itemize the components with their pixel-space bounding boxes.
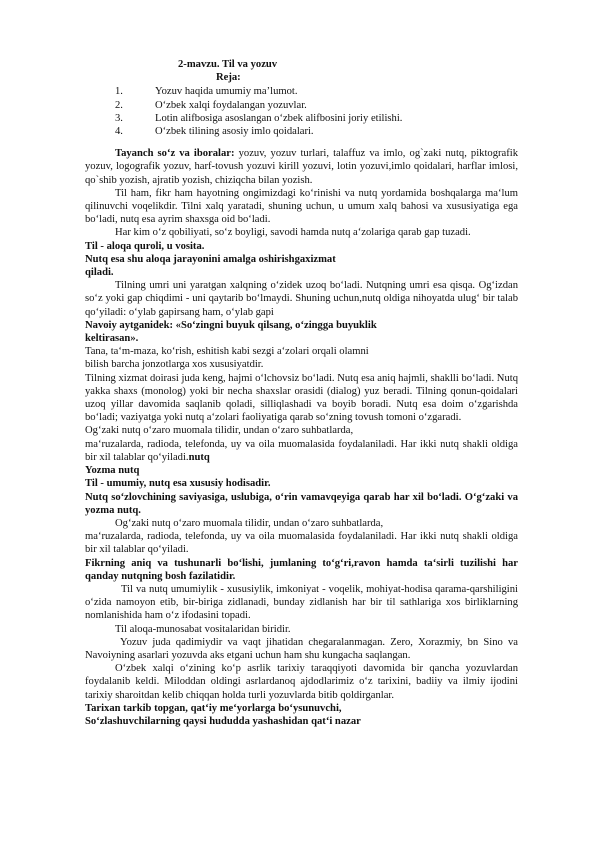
paragraph: ma‘ruzalarda, radioda, telefonda, uy va oila muomalasida foydalaniladi. Har ikki nutq shakli oldiga bir xil talablar qo‘yiladi. [85, 531, 518, 556]
paragraph: Til aloqa-munosabat vositalaridan biridir. [115, 623, 291, 635]
bold-statement: Nutq esa shu aloqa jarayonini amalga oshirishgaxizmat [85, 253, 336, 265]
paragraph: Tana, ta‘m-maza, ko‘rish, eshitish kabi sezgi a‘zolari orqali olamni [85, 346, 369, 358]
bold-statement: qiladi. [85, 267, 114, 279]
paragraph: bilish barcha jonzotlarga xos xususiyatdir. [85, 359, 264, 371]
paragraph: Og‘zaki nutq o‘zaro muomala tilidir, undan o‘zaro suhbatlarda, [115, 517, 384, 529]
paragraph: O‘zbek xalqi o‘zining ko‘p asrlik tarixiy taraqqiyoti davomida bir qancha yozuvlardan foydalanib keldi. Miloddan oldingi asrlardanoq ajdodlarimiz o‘z tarixini, badiiy va ilmiy ijodini tarixiy sharoitdan kelib chiqqan holda turli yozuvlarda bitib qoldirganlar. [85, 663, 518, 701]
paragraph: Og‘zaki nutq o‘zaro muomala tilidir, undan o‘zaro suhbatlarda, [85, 425, 354, 437]
bold-statement: So‘zlashuvchilarning qaysi hududda yashashidan qat‘i nazar [85, 715, 361, 727]
plan-item: 2. O‘zbek xalqi foydalangan yozuvlar. [115, 99, 307, 111]
document-title: 2-mavzu. Til va yozuv [178, 59, 278, 70]
keywords-paragraph: Tayanch so‘z va iboralar: yozuv, yozuv turlari, talaffuz va imlo, og`zaki nutq, piktografik yozuv, logografik yozuv, harf-tovush yozuvi kirill yozuvi, lotin yozuvi,imlo qoidalari, harflar imlosi, qo`shib yozish, ajratib yozish, chiziqcha bilan yozish. [85, 148, 518, 186]
bold-statement: Yozma nutq [85, 465, 140, 477]
bold-statement: Til - umumiy, nutq esa xususiy hodisadir. [85, 478, 271, 490]
plan-heading: Reja: [216, 72, 241, 84]
quote-statement: Navoiy aytganidek: «So‘zingni buyuk qilsang, o‘zingga buyuklik [85, 319, 377, 331]
bold-statement: Fikrning aniq va tushunarli bo‘lishi, jumlaning to‘g‘ri,ravon hamda ta‘sirli tuzilishi har qanday nutqning bosh fazilatidir. [85, 557, 518, 582]
plan-item: 4. O‘zbek tilining asosiy imlo qoidalari. [115, 126, 314, 138]
plan-list [85, 85, 518, 138]
quote-statement: keltirasan». [85, 333, 139, 345]
paragraph: ma‘ruzalarda, radioda, telefonda, uy va oila muomalasida foydalaniladi. Har ikki nutq shakli oldiga bir xil talablar qo‘yiladi.nutq [85, 438, 518, 463]
paragraph: Har kim o‘z qobiliyati, so‘z boyligi, savodi hamda nutq a‘zolariga qarab gap tuzadi. [115, 227, 471, 239]
paragraph: Tilning umri uni yaratgan xalqning o‘zidek uzoq bo‘ladi. Nutqning umri esa qisqa. Og‘izdan so‘z yoki gap chiqdimi - uni qaytarib bo‘lmaydi. Shuning uchun,nutq oldiga nihoyatda ulug‘ bir talab qo‘yiladi: o‘ylab gapirsang ham, o‘ylab gapi [85, 280, 518, 318]
paragraph: Til ham, fikr ham hayotning ongimizdagi ko‘rinishi va nutq yordamida boshqalarga ma‘lum qilinuvchi voqelikdir. Tilni xalq yaratadi, shuning uchun, u umum xalq bahosi va xususiyatiga ega bo‘ladi, nutq esa ayrim shaxsga oid bo‘ladi. [85, 187, 518, 226]
paragraph: Til va nutq umumiylik - xususiylik, imkoniyat - voqelik, mohiyat-hodisa qarama-qarshiligini o‘zida namoyon etib, bir-biriga zidlanadi, bunday zidlanish har bir til sathlariga xos birliklarning nomlanishida ham o‘z ifodasini topadi. [85, 583, 518, 622]
plan-item: 1. Yozuv haqida umumiy ma’lumot. [115, 86, 298, 98]
paragraph: Yozuv juda qadimiydir va vaqt jihatidan chegaralanmagan. Zero, Xorazmiy, bn Sino va Navoiyning asarlari yozuvda aks etgani uchun ham shu kungacha saqlangan. [85, 636, 518, 661]
bold-statement: Tarixan tarkib topgan, qat‘iy me‘yorlarga bo‘ysunuvchi, [85, 702, 342, 714]
bold-statement: Nutq so‘zlovchining saviyasiga, uslubiga, o‘rin vamavqeyiga qarab har xil bo‘ladi. O‘g‘zaki va yozma nutq. [85, 491, 518, 516]
plan-item: 3. Lotin alifbosiga asoslangan o‘zbek alifbosini joriy etilishi. [115, 112, 403, 124]
paragraph: Tilning xizmat doirasi juda keng, hajmi o‘lchovsiz bo‘ladi. Nutq esa aniq hajmli, shaklli bo‘ladi. Nutq yakka shaxs (monolog) yoki bir necha shaxslar orasidi (dialog) yuz beradi. Tilning qonun-qoidalari uzoq yillar davomida saqlanib qoladi, silliqlashadi va boyib boradi. Nutq esa doim o‘zgarishda bo‘ladi; vaziyatga yoki nutq a‘zolari faoliyatiga qarab so‘zning tovush tomoni o‘zgaradi. [85, 372, 518, 424]
bold-statement: Til - aloqa quroli, u vosita. [85, 240, 205, 252]
